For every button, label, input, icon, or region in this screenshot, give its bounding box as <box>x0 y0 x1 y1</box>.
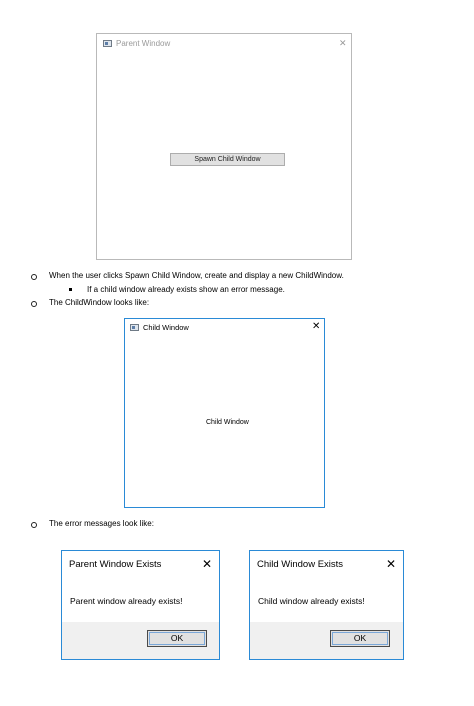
parent-window <box>96 33 352 260</box>
spawn-child-window-button[interactable]: Spawn Child Window <box>170 153 285 166</box>
bullet-circle-icon <box>31 301 37 307</box>
parent-exists-dialog <box>61 550 220 660</box>
bullet-circle-icon <box>31 274 37 280</box>
window-app-icon <box>103 40 112 47</box>
instruction-line-1: When the user clicks Spawn Child Window, create and display a new ChildWindow. <box>49 271 344 280</box>
child-window <box>124 318 325 508</box>
instruction-line-1-sub: If a child window already exists show an error message. <box>87 285 285 294</box>
dialog-title: Parent Window Exists <box>69 559 162 570</box>
ok-button[interactable]: OK <box>330 630 390 647</box>
ok-button[interactable]: OK <box>147 630 207 647</box>
child-window-content-label: Child Window <box>206 419 249 426</box>
close-icon[interactable]: ✕ <box>339 38 347 48</box>
dialog-message: Child window already exists! <box>258 596 365 606</box>
parent-window-title: Parent Window <box>116 39 171 48</box>
child-exists-dialog <box>249 550 404 660</box>
close-icon[interactable]: ✕ <box>312 321 321 332</box>
window-app-icon <box>130 324 139 331</box>
instruction-line-2: The ChildWindow looks like: <box>49 298 150 307</box>
bullet-circle-icon <box>31 522 37 528</box>
instruction-line-3: The error messages look like: <box>49 519 154 528</box>
close-icon[interactable]: ✕ <box>386 557 397 571</box>
close-icon[interactable]: ✕ <box>202 557 213 571</box>
dialog-footer <box>250 622 403 659</box>
bullet-square-icon <box>69 288 72 291</box>
dialog-title: Child Window Exists <box>257 559 344 570</box>
child-window-title: Child Window <box>143 323 189 332</box>
dialog-footer <box>62 622 219 659</box>
dialog-message: Parent window already exists! <box>70 596 183 606</box>
